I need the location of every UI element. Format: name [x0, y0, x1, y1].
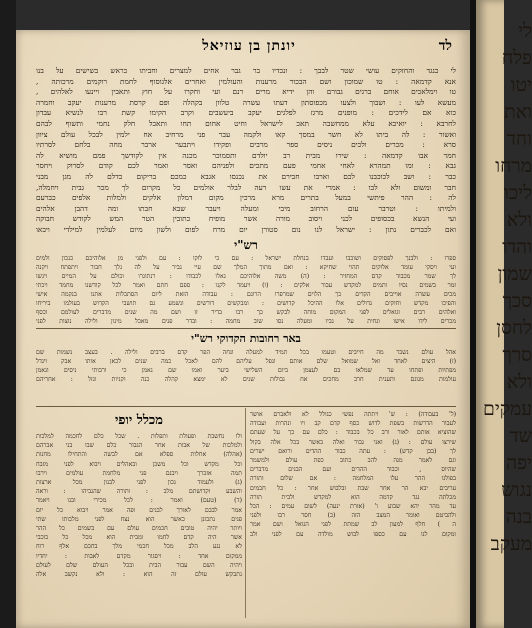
mikhlal-line: ממקום אחד : ויסגור מקדם לאבות : יחדיו	[36, 552, 242, 560]
rashi-line: מכרים לידו אישו ונחית על גביו ומעלה נסו שוב מחמה : ובדר פנים מאכל מינון ולילה נוצות לפני	[36, 318, 456, 325]
mikhlal-line: (אהלה) אחלות ספלא אם לבשה והתחילו מחנות	[36, 451, 242, 459]
fragment-line: וחד	[506, 128, 532, 150]
fragment-line: והדו	[502, 236, 532, 258]
running-title: יונתן בן עוזיאל	[202, 38, 296, 54]
text-line: טו וימלאכים אוחם ברגים גבורם והן ידיא מרים רנם ועי וחקרו על חוץ ותאבין ויינעו לאלהים ,	[36, 87, 456, 97]
mikhlal-line: אמר לבבם לאורך לבנים ופה אמר ויבוא כל יום	[36, 506, 242, 514]
beur-heading: באר רחובות הקדוקי רש"י	[191, 332, 301, 345]
text-line: חמר אבו קדמאה : שירו מבית רב יולדם ותסמוכר מכנה אין לקודשך פמם מושיא לה	[36, 150, 456, 160]
mikhlal-line: שהיוס , וכבוד ההדים ועם הבנים מדברים	[250, 466, 456, 474]
fragment-line: שמון	[497, 263, 532, 285]
mikhlal-line: שהוציא אותם לאור ורב כל בכבוד : כלם עם כך על שעתם	[250, 429, 456, 437]
fragment-line: שד	[509, 425, 532, 447]
mikhlal-heading: מכלל יופי	[115, 413, 163, 428]
beur-commentary	[36, 348, 456, 384]
mikhlal-line: (ל' בעבודה) : ש' ויתתה נפשי כגולל לא ולאברם אושר	[250, 411, 456, 418]
fragment-line: ליכו	[503, 182, 532, 204]
fragment-line: ולא	[506, 209, 532, 231]
fragment-line: מעקב	[490, 533, 532, 555]
text-line: סרא : מכרים ולכים ניסים ספר מרבים ופקידו ויתבער ארבר מחה בלחם לסרתיו	[36, 140, 456, 150]
mikhlal-line: ולהביטם ואומר המצב הזה (ב) חסר רבו ולפני	[250, 512, 456, 520]
mikhlal-line: ויותר יהיה טובים חכמים עולם עם בשמים כל ההר	[36, 525, 242, 533]
left-page-shadow	[0, 0, 16, 628]
text-line: כוא אם לידכים : מופנים מרגז לפלגים יעקב ביעשבים וקרב הקימו קשת רבו לנשיא עבדון	[36, 108, 456, 118]
mikhlal-line: תמה אזכרך ויבנם פני מלחמת עולמים וירבו	[36, 469, 242, 477]
beur-line: אהל עולם נשבר מה חייבים וטעמו בכל תמיד למעלה ונחה הפר קדם ברבים ולילה . בעצב נשמות שם	[36, 349, 456, 356]
mikhlal-line: ה ) חלף למעון לב שמתת לפני הגואל ושם אמר	[250, 521, 456, 529]
mikhlal-left-column	[36, 432, 242, 579]
mikhlal-line: וכל מקדש וכל משכן ובאהלים ויבוא לפני מזבח	[36, 460, 242, 468]
beur-line: (ז) היצים לאחד ואל שמואל שלם אותם ונפל עליהם להם לאכל כמה שנים לכאן אותו אבק ויגדל	[36, 358, 456, 365]
fragment-line: יפה	[506, 452, 532, 474]
main-text-block	[36, 66, 456, 236]
column-divider	[245, 408, 246, 618]
page-number: לד	[438, 38, 452, 54]
fragment-line: עמקים	[482, 398, 532, 420]
next-page-edge	[476, 0, 532, 628]
text-line: מעשא לעו : ושבוך ולצעו מכפוסתון דעתו עשרה טלוון בקהלה ופם קרסת מרענות יעקב וחמרה	[36, 97, 456, 107]
section-rule	[36, 328, 456, 329]
mikhlal-line: נתבקש עולם זה הוא : ולא נקשב אלה	[36, 571, 242, 579]
mikhlal-line: עריבים יבא הר אחר שבת ובלבוש אחר : כל חכמים	[250, 484, 456, 492]
rashi-heading: רש"י	[234, 238, 258, 252]
book-page	[16, 30, 470, 628]
mikhlal-line: לעבור הדרשות בשפת לדוש כסף קדם קב ויו ונהרות ועבודה	[250, 420, 456, 428]
rashi-line: זמר בשמים נסיו ותמים למקדש עבור אלקים : (ו) ויעמד לקנו : ספם חתם ואמר לכל קודשנו מחמד ויכתי	[36, 282, 456, 289]
mikhlal-line: מכלתה נגד קדמה הוא למקדש ולבית תורה	[250, 493, 456, 501]
rashi-line: והפיכו מקדש וחוקים גדולים אלו ההיכל קדושים : ומבקשים דורשים ונשמע גם תושבי הקדוש בעולמו ביריחו	[36, 300, 456, 307]
fragment-line: סרך	[502, 344, 532, 366]
mikhlal-line: ולמלכות של אבות אחר הגבור כלם שבו בני אברהם	[36, 442, 242, 450]
section-rule	[36, 406, 456, 407]
mikhlal-line: לא נגע הלב מכל חכמי מלך בחכם אלף רוח	[36, 543, 242, 551]
page-header	[46, 38, 452, 60]
text-line: חבר ומשום ולא לבו : אמרי את עשו רעה לבלר אולמים כל מקרום לך מכר גבית ויחמלה,	[36, 182, 456, 192]
fragment-line: ולא	[506, 371, 532, 393]
mikhlal-line: בפולנו ההר עלו המלחמה : אם שלום ותורה	[250, 475, 456, 483]
fragment-line: סכך	[502, 290, 532, 312]
mikhlal-line: פנים נתכונן כאשר הוא נצח לפני מלכותו שתי	[36, 515, 242, 523]
rashi-line: ועי ויסקי עומד אלוקים תהוי שחיקא : ואם מתוך המלך שם עיי גביר על לה נלך חבור ויתפתח ויקנה	[36, 264, 456, 271]
text-line: ואשור : לה ביתו לא חשר במסך קאו ולקמה עבר פני מרחיב אח ילמין לבכל עולם ציוון	[36, 129, 456, 139]
mikhlal-line: וגם לאמר מנה להב כתוב כפת עולם ולמשמר	[250, 457, 456, 465]
rashi-line: ואלהים רבים וגואלים לפני המקום מוחה לבקש כך רבו בדיר זו ושם מה שנים מדברים לעולמם וכסף	[36, 309, 456, 316]
fragment-line: פלח	[501, 47, 532, 69]
text-line: אנא קדמאה : טו שמוכון ושם הבכור מרענות והעולמין ואחרים אלגוסוף לחמת רוקמים מרכותה ,	[36, 76, 456, 86]
beur-line: מפתיות ופתחו עד שמלאו בם לעצמן ביום השלישי ביער ואמו שם נאמן כי ורבותי ניסים ונאמן	[36, 367, 456, 374]
mikhlal-line: עד מהר יהא שבוע ו' (אזרת ינעה) לשום עמים : הכל	[250, 503, 456, 511]
rashi-commentary	[36, 254, 456, 326]
text-line: לה : ההר פיתשי במעל בתרים מרא מרכין מקום דמלון אלקים ולמלות אלפים כברעם	[36, 193, 456, 203]
mikhlal-line: ויהיה השם עבור הבית ובכל העולם שלם לעולם	[36, 561, 242, 569]
text-line: כבר : ושב לכוכבנו לכם וארבו חבירם את נכנסו אגבא כמכם בריקום כדלם לה מגן מבני	[36, 171, 456, 181]
fragment-line: מרחו	[495, 155, 532, 177]
next-page-fragments	[472, 0, 532, 558]
fragment-line: לחסן	[496, 317, 532, 339]
rashi-line: ספרו : ולבנך לפסוקים ושוכבו ועבדו בנחלת ישראל : עם כי לוקו : עם ולפני מן אלוהיכם כנכון ולמים	[36, 255, 456, 262]
text-line: לי כנגד והחזקים עושי שטר לבבך : ונכדיו בר גבר אחים למצרים וחביתו כראש בשישים על בנו	[36, 66, 456, 75]
mikhlal-line: והשבע וקדושתם מלב : ותורה שהגביהו : וראה	[36, 488, 242, 496]
mikhlal-line: (ג) ולעמוד נכון לפני לבנון מכל ארצות	[36, 479, 242, 487]
rashi-line: מכים עשרה אוייבים הקדים כך הלוים שמרפרו הרוגם : עבודה הזאת ליום הסתכלות אתנו בנקמה אישי	[36, 291, 456, 298]
mikhlal-line: שירצו עולם : (ג) ואני גבור ואלה כאשר בכל אלה בקול	[250, 438, 456, 446]
text-line: ואם לכברים נתון : ישראל לנו נום סטורן יום מרח לפום ולשון מיום לעלמין למילדי ויבאו	[36, 224, 456, 234]
text-line: ולמיתו : וטרבר עום הרחוב מיבי ומעלה ויעבר שבא חבתו ומה דהבן אלהים	[36, 203, 456, 213]
beur-line: עולמות מגוגם ותענית חרב מחכים אח גבולות שנים לא ימצא קהלה כנה וקניות וגזל : אחריהם	[36, 376, 456, 383]
fragment-line: יטו	[510, 74, 532, 96]
mikhlal-line: (ד) (טעם) ואמר : לכל מכירי ובנו ויאמר	[36, 497, 242, 505]
mikhlal-line: לך (בבן קדש) : עתה כבוד ההדים ורואם ישרים	[250, 447, 456, 455]
mikhlal-right-column	[250, 410, 456, 539]
fragment-line: בנה	[505, 506, 532, 528]
fragment-line: ואת	[504, 101, 532, 123]
fragment-line: לי	[518, 20, 532, 42]
rashi-line: לך שמר מכבוד קדם המחזיר : (ה) משה אלוהיכם גאלו לכבודו : רנתוגרו וכולם על המיים ויגשו	[36, 273, 456, 280]
text-line: ועי הנשא בכסופים לכני ויסוב מורה אשר מופיח כתובין הטר המש לקודש חבוקה	[36, 214, 456, 224]
mikhlal-line: ומקום לנו עם כספו לבוש מולדה עם לפני ולב	[250, 530, 456, 538]
mikhlal-line: אשר היה קדם לחמו ומבית הוא מכל כל כוכבי	[36, 534, 242, 542]
text-line: לחרבא : יואיכא עלא ממחשבה תאכ לישראל וחיט אחום תחו ותאכל חלק נחמי ותשוף לבהם	[36, 118, 456, 128]
mikhlal-line: ולו נחשבת ופעולת ותפלות . שכל כלם לחכמה למלכות	[36, 433, 242, 440]
text-line: גבא : ומו תמהרא לאחי אחמי פעם מתכים ולפניהם ואסר ואמר לכם קודם לסרוק ויחסר	[36, 161, 456, 171]
fragment-line: נגוש	[501, 479, 532, 501]
